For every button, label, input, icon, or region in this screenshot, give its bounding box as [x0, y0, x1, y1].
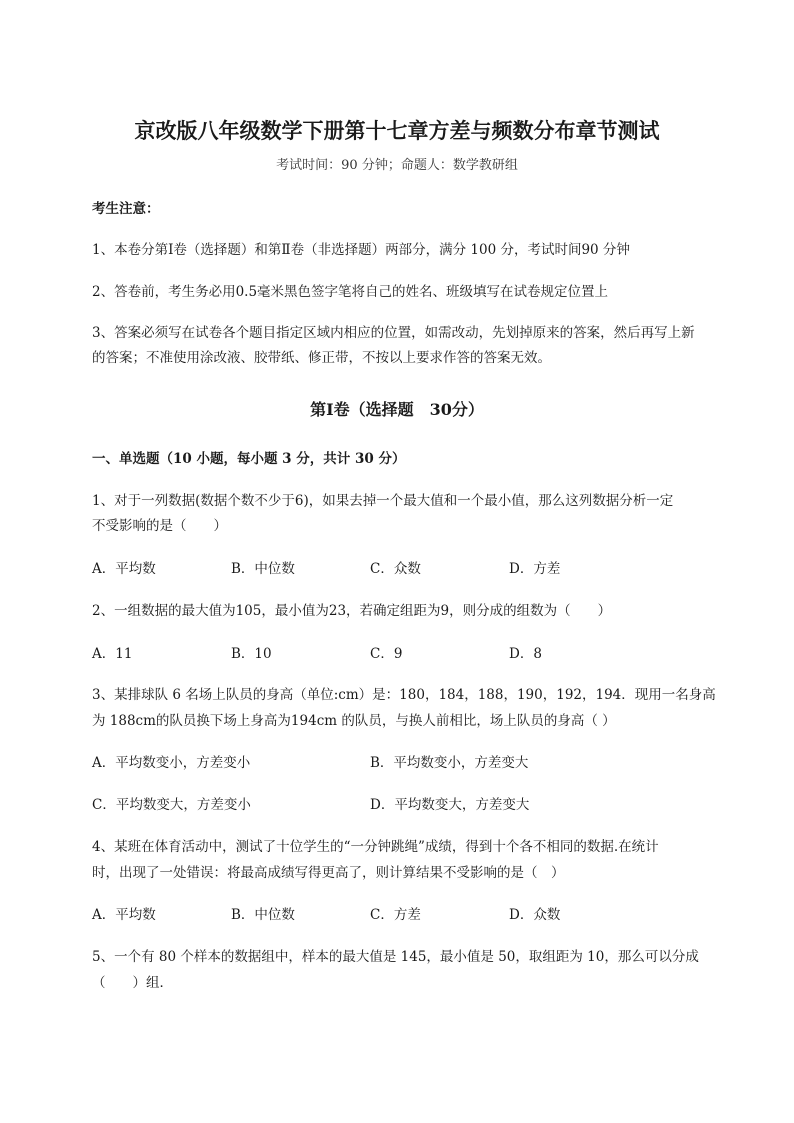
question-4-text-cont: 时，出现了一处错误：将最高成绩写得更高了，则计算结果不受影响的是（ ）: [92, 865, 565, 881]
option-b[interactable]: B．中位数: [231, 561, 295, 577]
page-title: 京改版八年级数学下册第十七章方差与频数分布章节测试: [134, 118, 660, 143]
notice-item-3: 3、答案必须写在试卷各个题目指定区域内相应的位置，如需改动，先划掉原来的答案，然后再写上新: [92, 325, 695, 341]
question-1-text-cont: 不受影响的是（ ）: [92, 518, 227, 534]
notice-item-3-cont: 的答案；不准使用涂改液、胶带纸、修正带，不按以上要求作答的答案无效。: [92, 350, 551, 366]
option-d[interactable]: D．方差: [509, 561, 561, 577]
option-b[interactable]: B．10: [231, 646, 272, 662]
option-b[interactable]: B．中位数: [231, 907, 295, 923]
option-c[interactable]: C．方差: [370, 907, 421, 923]
question-4-options: [92, 909, 712, 929]
option-d[interactable]: D．平均数变大，方差变大: [370, 797, 530, 813]
question-3-text: 3、某排球队 6 名场上队员的身高（单位:cm）是：180，184，188，190，192，194．现用一名身高: [92, 687, 716, 703]
option-c[interactable]: C．平均数变大，方差变小: [92, 797, 251, 813]
option-a[interactable]: A．平均数: [92, 561, 156, 577]
option-b[interactable]: B．平均数变小，方差变大: [370, 755, 529, 771]
option-d[interactable]: D．众数: [509, 907, 561, 923]
question-1-options: [92, 563, 712, 583]
question-1-text: 1、对于一列数据(数据个数不少于6)，如果去掉一个最大值和一个最小值，那么这列数据分析一定: [92, 493, 674, 509]
notice-heading: 考生注意：: [92, 201, 160, 217]
question-5-text: 5、一个有 80 个样本的数据组中，样本的最大值是 145，最小值是 50，取组距为 10，那么可以分成: [92, 949, 699, 965]
question-3-options-row-2: [92, 799, 712, 819]
option-a[interactable]: A．平均数: [92, 907, 156, 923]
question-3-options-row-1: [92, 757, 712, 777]
exam-info: 考试时间：90 分钟；命题人：数学教研组: [276, 158, 518, 173]
option-c[interactable]: C．众数: [370, 561, 421, 577]
option-c[interactable]: C．9: [370, 646, 403, 662]
option-d[interactable]: D．8: [509, 646, 542, 662]
notice-item-1: 1、本卷分第I卷（选择题）和第Ⅱ卷（非选择题）两部分，满分 100 分，考试时间90 分钟: [92, 242, 630, 258]
option-a[interactable]: A．11: [92, 646, 133, 662]
question-4-text: 4、某班在体育活动中，测试了十位学生的“一分钟跳绳”成绩，得到十个各不相同的数据.在统计: [92, 839, 659, 855]
question-2-text: 2、一组数据的最大值为105，最小值为23，若确定组距为9，则分成的组数为（ ）: [92, 603, 612, 619]
question-2-options: [92, 648, 712, 668]
notice-item-2: 2、答卷前，考生务必用0.5毫米黑色签字笔将自己的姓名、班级填写在试卷规定位置上: [92, 284, 609, 300]
question-5-text-cont: （ ）组．: [92, 975, 173, 991]
question-3-text-cont: 为 188cm的队员换下场上身高为194cm 的队员，与换人前相比，场上队员的身高（ ）: [92, 713, 616, 729]
group-heading: 一、单选题（10 小题，每小题 3 分，共计 30 分）: [92, 451, 406, 467]
section-title: 第I卷（选择题 30分）: [310, 400, 484, 419]
option-a[interactable]: A．平均数变小，方差变小: [92, 755, 251, 771]
